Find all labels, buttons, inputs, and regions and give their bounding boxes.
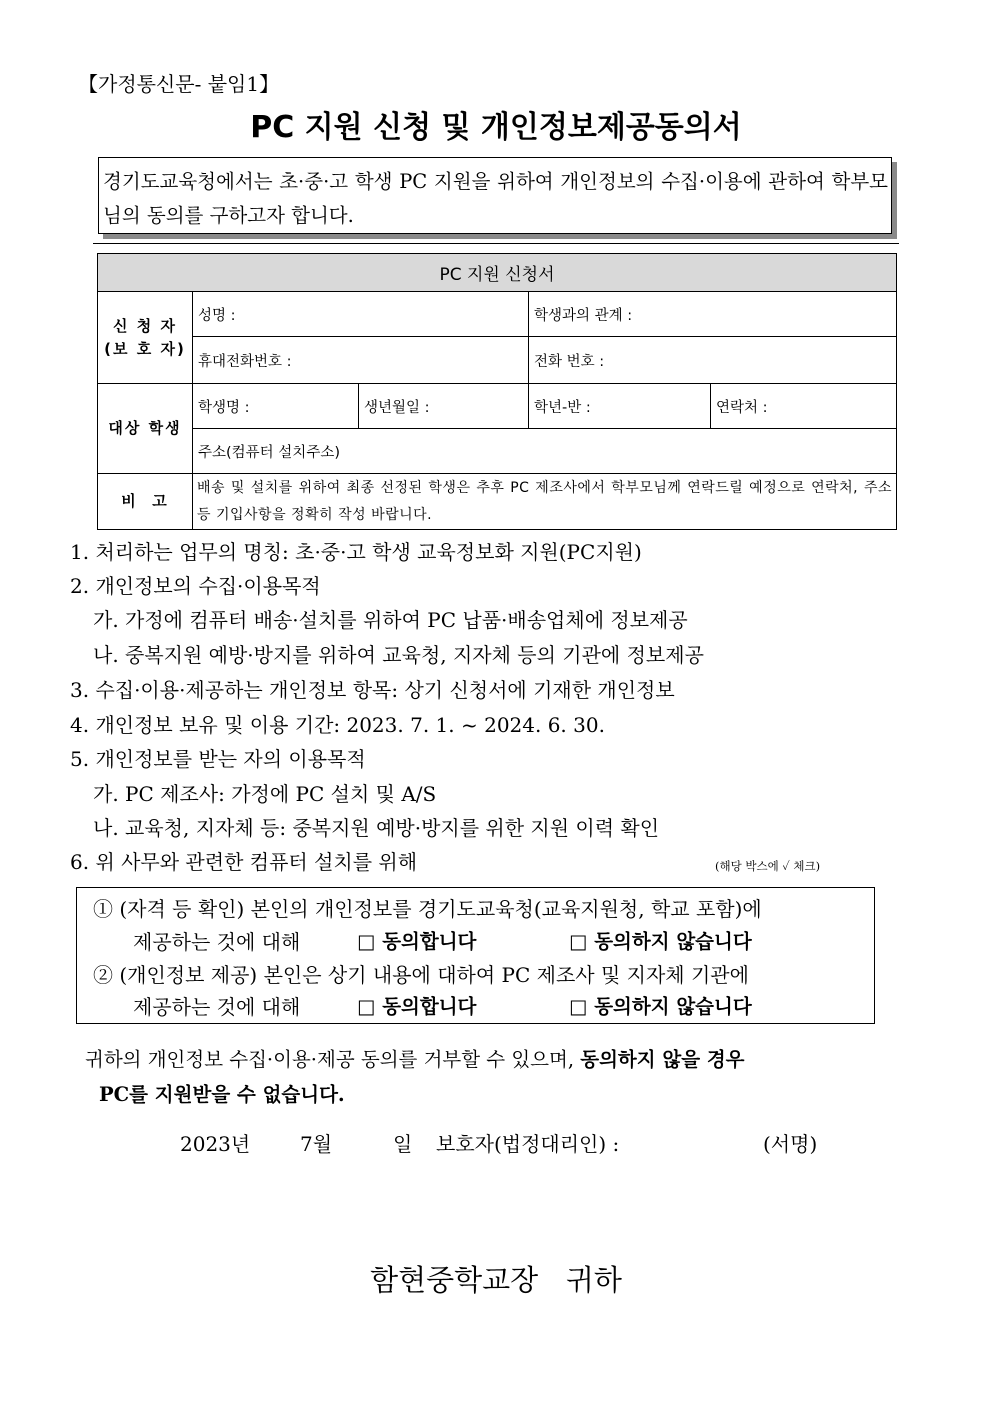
signature-guardian: 보호자(법정대리인) : [436, 1132, 620, 1156]
address-field[interactable]: 주소(컴퓨터 설치주소) [193, 429, 897, 474]
list-item: 3. 수집·이용·제공하는 개인정보 항목: 상기 신청서에 기재한 개인정보 [70, 678, 675, 702]
list-subitem: 가. PC 제조사: 가정에 PC 설치 및 A/S [93, 782, 437, 806]
list-subitem: 가. 가정에 컴퓨터 배송·설치를 위하여 PC 납품·배송업체에 정보제공 [93, 608, 688, 632]
consent-2-text-2: 제공하는 것에 대해 [133, 995, 301, 1019]
list-item: 1. 처리하는 업무의 명칭: 초·중·고 학생 교육정보화 지원(PC지원) [70, 540, 642, 564]
list-subitem: 나. 중복지원 예방·방지를 위하여 교육청, 지자체 등의 기관에 정보제공 [93, 643, 704, 667]
refusal-notice [85, 1042, 925, 1112]
student-name-field[interactable]: 학생명 : [193, 384, 359, 429]
student-label: 대상 학생 [98, 384, 193, 474]
remarks-label-text: 비 고 [121, 492, 169, 510]
applicant-label [98, 292, 193, 384]
signature-month: 7월 [300, 1132, 333, 1156]
signature-day: 일 [393, 1132, 413, 1156]
list-subitem: 나. 교육청, 지자체 등: 중복지원 예방·방지를 위한 지원 이력 확인 [93, 816, 660, 840]
document-title: PC 지원 신청 및 개인정보제공동의서 [250, 110, 742, 145]
consent-2-agree-checkbox[interactable]: □ 동의합니다 [357, 995, 477, 1018]
consent-1-text-2: 제공하는 것에 대해 [133, 930, 301, 954]
name-field[interactable]: 성명 : [193, 292, 529, 337]
contact-field[interactable]: 연락처 : [711, 384, 897, 429]
grade-class-field[interactable]: 학년-반 : [529, 384, 711, 429]
relation-field[interactable]: 학생과의 관계 : [529, 292, 897, 337]
consent-1-disagree-checkbox[interactable]: □ 동의하지 않습니다 [569, 930, 752, 953]
consent-1-text: ① (자격 등 확인) 본인의 개인정보를 경기도교육청(교육지원청, 학교 포함)에 [93, 897, 762, 921]
divider [93, 243, 899, 244]
refusal-notice-bold-2: PC를 지원받을 수 없습니다. [99, 1083, 345, 1106]
phone-field[interactable]: 전화 번호 : [529, 337, 897, 384]
list-item: 5. 개인정보를 받는 자의 이용목적 [70, 747, 366, 771]
list-item: 4. 개인정보 보유 및 이용 기간: 2023. 7. 1. ~ 2024. 6. 30. [70, 713, 605, 737]
birth-field[interactable]: 생년월일 : [359, 384, 529, 429]
list-item: 2. 개인정보의 수집·이용목적 [70, 574, 321, 598]
applicant-label-text: 신 청 자 (보 호 자) [104, 316, 186, 358]
signature-sign[interactable]: (서명) [763, 1132, 818, 1156]
document-tag: 【가정통신문- 붙임1】 [78, 72, 280, 96]
mobile-field[interactable]: 휴대전화번호 : [193, 337, 529, 384]
list-item: 6. 위 사무와 관련한 컴퓨터 설치를 위해 [70, 850, 418, 874]
application-form [97, 253, 897, 530]
intro-text: 경기도교육청에서는 초·중·고 학생 PC 지원을 위하여 개인정보의 수집·이용에 관하여 학부모님의 동의를 구하고자 합니다. [103, 170, 888, 227]
consent-2-text: ② (개인정보 제공) 본인은 상기 내용에 대하여 PC 제조사 및 지자체 기관에 [93, 963, 749, 987]
signature-year: 2023년 [180, 1132, 251, 1156]
consent-2-disagree-checkbox[interactable]: □ 동의하지 않습니다 [569, 995, 752, 1018]
consent-1-agree-checkbox[interactable]: □ 동의합니다 [357, 930, 477, 953]
refusal-notice-bold: 동의하지 않을 경우 [580, 1048, 745, 1071]
remarks-text: 배송 및 설치를 위하여 최종 선정된 학생은 추후 PC 제조사에서 학부모님께 연락드릴 예정으로 연락처, 주소 등 기입사항을 정확히 작성 바랍니다. [193, 474, 897, 530]
closing-addressee: 함현중학교장 귀하 [370, 1263, 622, 1297]
check-instruction: (해당 박스에 ✓ 체크) [715, 859, 821, 873]
remarks-label [98, 474, 193, 530]
form-title: PC 지원 신청서 [98, 254, 897, 292]
refusal-notice-text: 귀하의 개인정보 수집·이용·제공 동의를 거부할 수 있으며, [85, 1048, 581, 1071]
